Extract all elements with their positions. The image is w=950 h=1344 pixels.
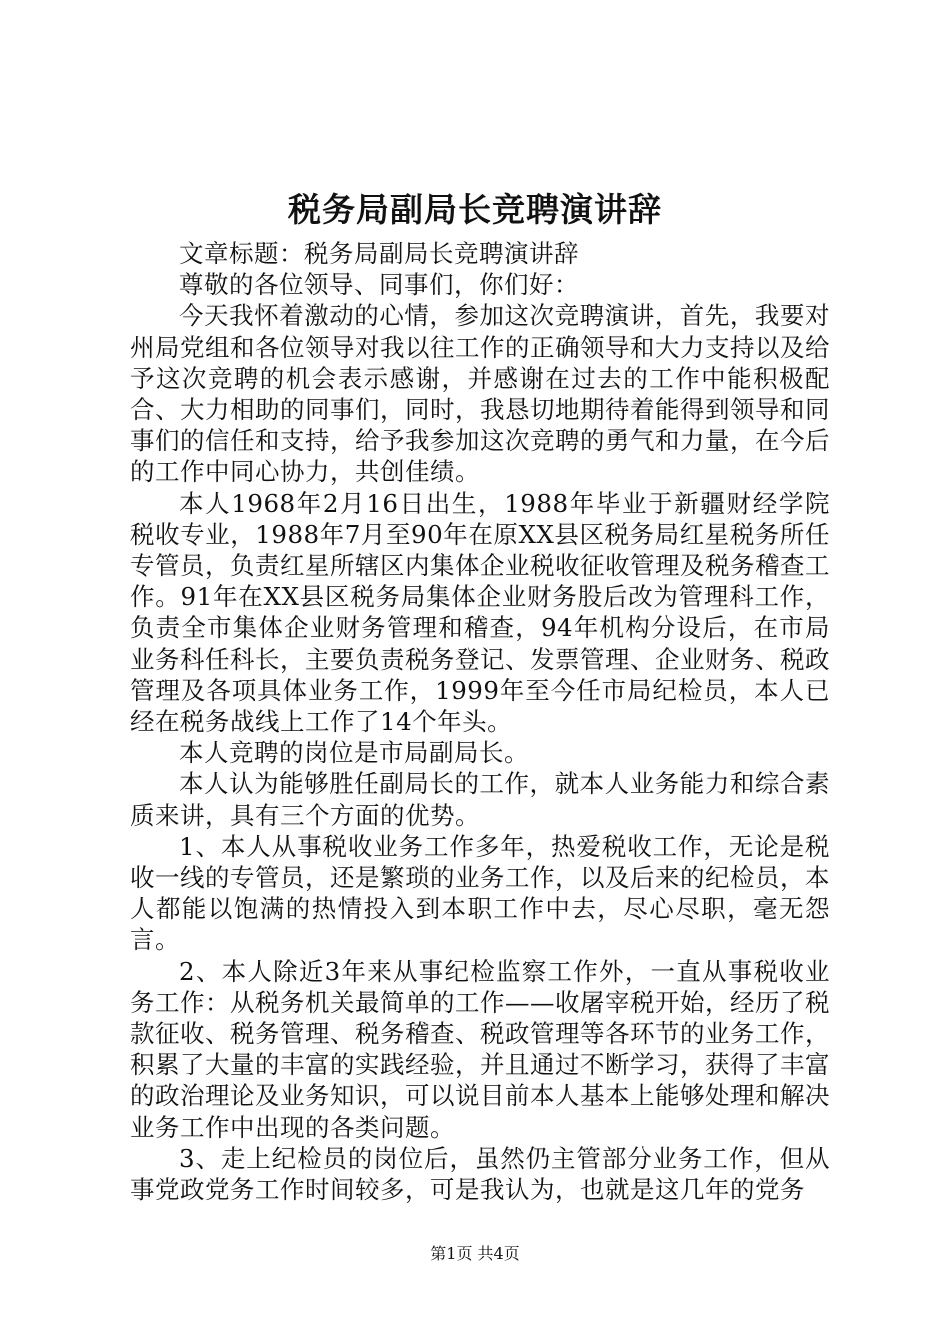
paragraph-background: 本人1968年2月16日出生，1988年毕业于新疆财经学院税收专业，1988年7月至90年在原XX县区税务局红星税务所任专管员，负责红星所辖区内集体企业税收征收管理及税务稽查工作。91年在XX县区税务局集体企业财务股后改为管理科工作，负责全市集体企业财务管理和稽查，94年机构分设后，在市局业务科任科长，主要负责税务登记、发票管理、企业财务、税政管理及各项具体业务工作，1999年至今任市局纪检员，本人已经在税务战线上工作了14个年头。 [130,488,830,737]
page-number-footer: 第1页 共4页 [430,1244,520,1263]
paragraph-opening: 今天我怀着激动的心情，参加这次竞聘演讲，首先，我要对州局党组和各位领导对我以往工作的正确领导和大力支持以及给予这次竞聘的机会表示感谢，并感谢在过去的工作中能积极配合、大力相助的同事们，同时，我恳切地期待着能得到领导和同事们的信任和支持，给予我参加这次竞聘的勇气和力量，在今后的工作中同心协力，共创佳绩。 [130,301,830,487]
document-title: 税务局副局长竞聘演讲辞 [288,190,662,229]
paragraph-greeting: 尊敬的各位领导、同事们，你们好： [179,270,579,300]
paragraph-advantage-1: 1、本人从事税收业务工作多年，热爱税收工作，无论是税收一线的专管员，还是繁琐的业务工作，以及后来的纪检员，本人都能以饱满的热情投入到本职工作中去，尽心尽职，毫无怨言。 [130,831,830,955]
document-body [130,238,830,1205]
paragraph-advantages-intro: 本人认为能够胜任副局长的工作，就本人业务能力和综合素质来讲，具有三个方面的优势。 [130,769,830,830]
paragraph-article-title: 文章标题：税务局副局长竞聘演讲辞 [179,239,579,268]
paragraph-advantage-3: 3、走上纪检员的岗位后，虽然仍主管部分业务工作，但从事党政党务工作时间较多，可是我认为，也就是这几年的党务 [130,1143,830,1205]
paragraph-position: 本人竞聘的岗位是市局副局长。 [179,738,529,768]
paragraph-advantage-2: 2、本人除近3年来从事纪检监察工作外，一直从事税收业务工作：从税务机关最简单的工作——收屠宰税开始，经历了税款征收、税务管理、税务稽查、税政管理等各环节的业务工作，积累了大量的丰富的实践经验，并且通过不断学习，获得了丰富的政治理论及业务知识，可以说目前本人基本上能够处理和解决业务工作中出现的各类问题。 [130,956,830,1142]
